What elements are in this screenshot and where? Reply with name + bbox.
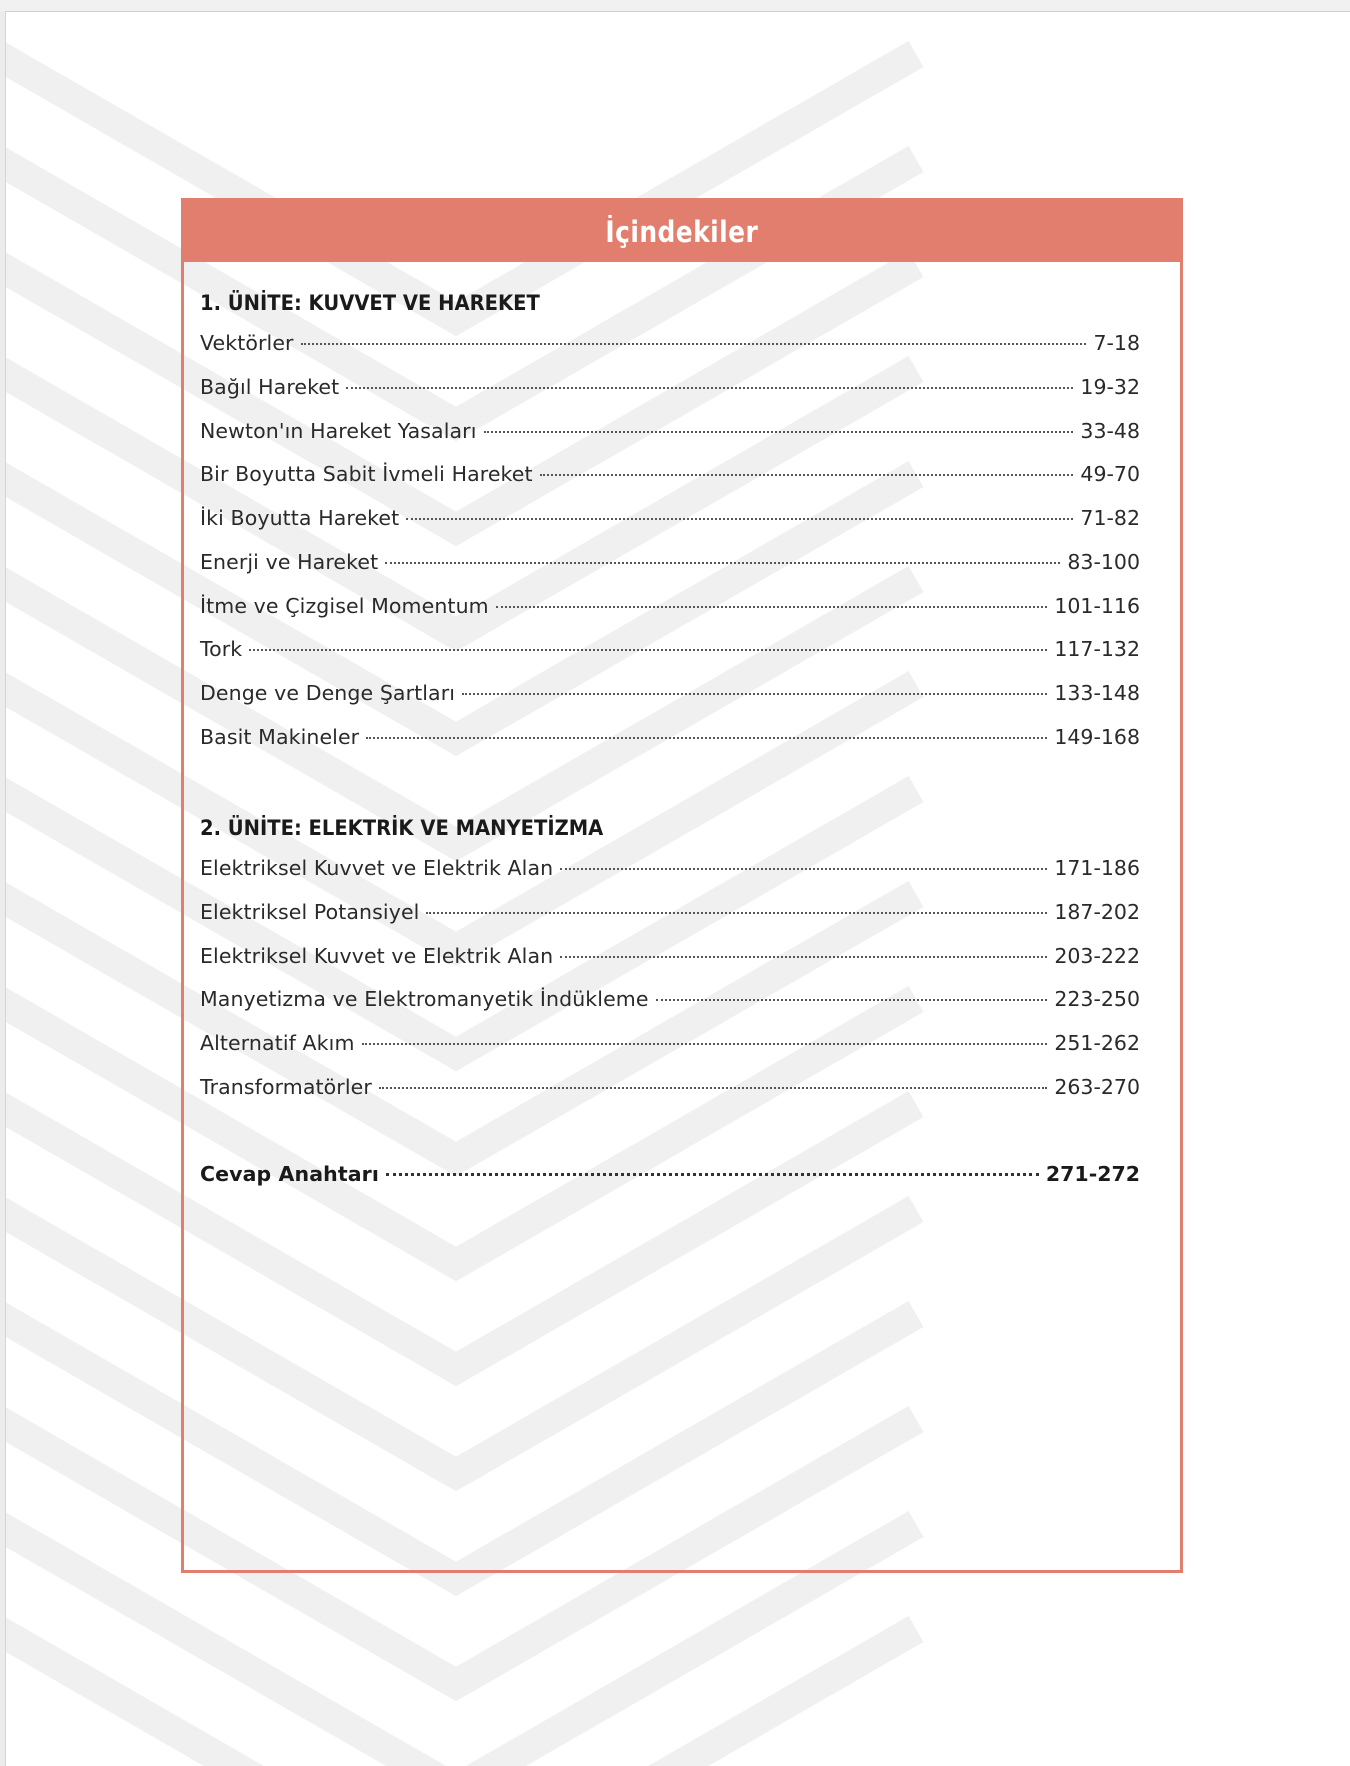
toc-entry-pages: 83-100 [1067, 550, 1140, 574]
toc-entry-pages: 223-250 [1054, 987, 1140, 1011]
answer-key-pages: 271-272 [1045, 1162, 1140, 1186]
dot-leader [366, 737, 1047, 739]
toc-entry[interactable] [200, 594, 1140, 624]
toc-title: İçindekiler [605, 214, 759, 249]
dot-leader [426, 912, 1047, 914]
dot-leader [301, 343, 1087, 345]
toc-entry[interactable] [200, 506, 1140, 536]
toc-entry[interactable] [200, 900, 1140, 930]
dot-leader [379, 1087, 1047, 1089]
toc-entry[interactable] [200, 1031, 1140, 1061]
viewer-top-bar [0, 0, 1350, 12]
toc-entry-label: Manyetizma ve Elektromanyetik İndükleme [200, 987, 649, 1011]
toc-entry-label: Elektriksel Potansiyel [200, 900, 420, 924]
dot-leader [346, 387, 1073, 389]
toc-entry-pages: 101-116 [1054, 594, 1140, 618]
toc-entry-pages: 203-222 [1054, 944, 1140, 968]
dot-leader [406, 518, 1073, 520]
dot-leader [484, 431, 1074, 433]
toc-entry[interactable] [200, 944, 1140, 974]
dot-leader [386, 1173, 1039, 1176]
toc-entry[interactable] [200, 419, 1140, 449]
toc-entry-pages: 251-262 [1054, 1031, 1140, 1055]
toc-entry-pages: 71-82 [1080, 506, 1140, 530]
toc-entry-label: Denge ve Denge Şartları [200, 681, 456, 705]
dot-leader [560, 868, 1047, 870]
answer-key-entry[interactable] [200, 1162, 1140, 1192]
document-page[interactable] [6, 12, 1350, 1766]
toc-entry-label: Bir Boyutta Sabit İvmeli Hareket [200, 462, 533, 486]
toc-entry-label: Vektörler [200, 331, 294, 355]
toc-entry-label: Basit Makineler [200, 725, 360, 749]
dot-leader [385, 562, 1060, 564]
toc-entry-label: Elektriksel Kuvvet ve Elektrik Alan [200, 856, 554, 880]
toc-entry-label: Tork [200, 637, 243, 661]
unit-2-heading: 2. ÜNİTE: ELEKTRİK VE MANYETİZMA [200, 816, 604, 840]
toc-entry-pages: 33-48 [1080, 419, 1140, 443]
toc-entry-label: Bağıl Hareket [200, 375, 340, 399]
toc-entry[interactable] [200, 462, 1140, 492]
toc-entry-label: İtme ve Çizgisel Momentum [200, 594, 489, 618]
toc-entry[interactable] [200, 637, 1140, 667]
answer-key-label: Cevap Anahtarı [200, 1162, 380, 1186]
dot-leader [656, 999, 1048, 1001]
toc-entry-pages: 149-168 [1054, 725, 1140, 749]
dot-leader [249, 649, 1047, 651]
dot-leader [496, 606, 1048, 608]
toc-header [184, 201, 1180, 262]
toc-entry-label: Transformatörler [200, 1075, 372, 1099]
toc-entry[interactable] [200, 331, 1140, 361]
toc-entry[interactable] [200, 1075, 1140, 1105]
toc-entry-pages: 263-270 [1054, 1075, 1140, 1099]
toc-entry[interactable] [200, 681, 1140, 711]
toc-entry-pages: 117-132 [1054, 637, 1140, 661]
toc-entry[interactable] [200, 550, 1140, 580]
unit-1-heading: 1. ÜNİTE: KUVVET VE HAREKET [200, 291, 540, 315]
toc-entry-pages: 7-18 [1093, 331, 1140, 355]
toc-entry-label: Elektriksel Kuvvet ve Elektrik Alan [200, 944, 554, 968]
toc-entry-label: Newton'ın Hareket Yasaları [200, 419, 477, 443]
toc-entry-pages: 187-202 [1054, 900, 1140, 924]
toc-entry-pages: 19-32 [1080, 375, 1140, 399]
toc-entry[interactable] [200, 375, 1140, 405]
toc-entry[interactable] [200, 856, 1140, 886]
toc-entry-label: Alternatif Akım [200, 1031, 355, 1055]
table-of-contents [181, 198, 1183, 1573]
toc-entry[interactable] [200, 987, 1140, 1017]
toc-entry-label: Enerji ve Hareket [200, 550, 379, 574]
toc-entry-pages: 171-186 [1054, 856, 1140, 880]
toc-entry-pages: 133-148 [1054, 681, 1140, 705]
toc-entry-label: İki Boyutta Hareket [200, 506, 400, 530]
dot-leader [560, 956, 1047, 958]
dot-leader [362, 1043, 1048, 1045]
toc-entry-pages: 49-70 [1080, 462, 1140, 486]
dot-leader [540, 474, 1074, 476]
toc-entry[interactable] [200, 725, 1140, 755]
dot-leader [462, 693, 1047, 695]
